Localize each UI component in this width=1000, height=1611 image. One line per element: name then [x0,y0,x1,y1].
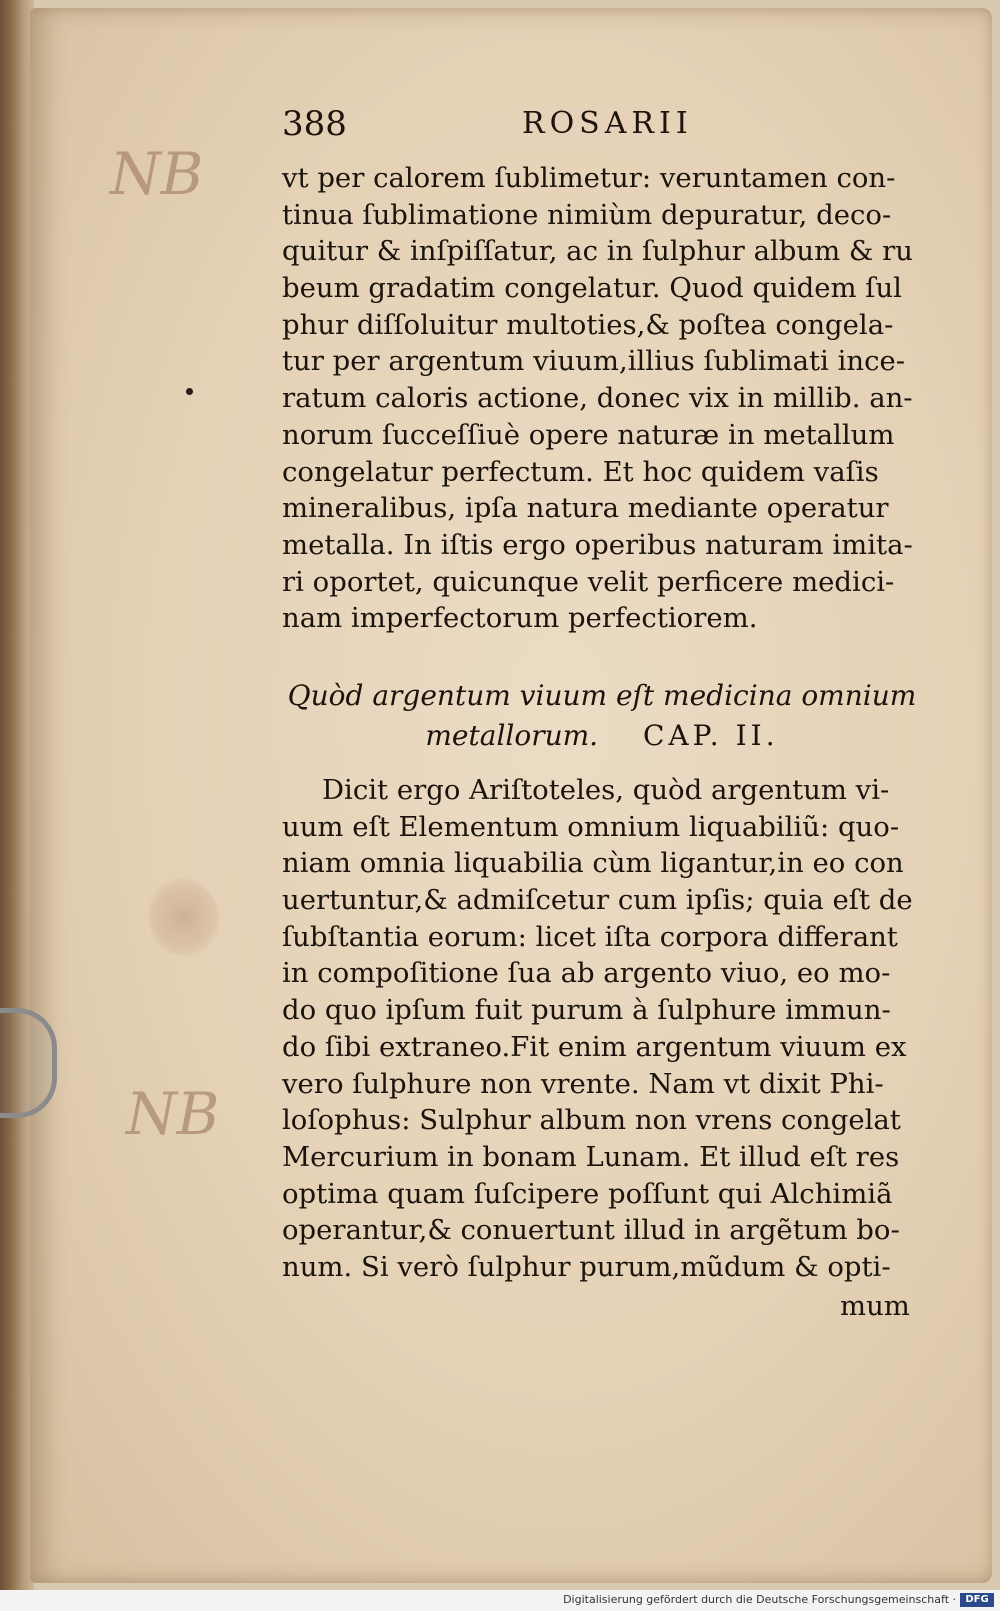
text-line: ſubſtantia eorum: licet iſta corpora differant [282,920,898,953]
text-line: mineralibus, ipſa natura mediante operatur [282,492,889,525]
running-title: ROSARII [522,106,693,141]
paragraph-2 [282,772,922,1286]
text-line: optima quam ſuſcipere poſſunt qui Alchimiã [282,1177,893,1210]
text-line: ri oportet, quicunque velit perficere medici- [282,565,895,598]
text-line: do quo ipſum fuit purum à ſulphure immun- [282,994,891,1027]
text-line: uertuntur,& admiſcetur cum ipſis; quia eſt de [282,884,913,917]
text-line: ratum caloris actione, donec vix in millib. an- [282,382,913,415]
text-line: beum gradatim congelatur. Quod quidem ſul [282,272,902,305]
footer-credit: Digitalisierung gefördert durch die Deutsche Forschungsgemeinschaft · [563,1593,956,1606]
text-line: metalla. In iſtis ergo operibus naturam imita- [282,528,913,561]
text-line: operantur,& conuertunt illud in argẽtum bo- [282,1214,900,1247]
paragraph-1 [282,160,922,637]
margin-note-nb-bottom: NB [126,1080,220,1148]
ink-dot [186,388,193,395]
text-line: niam omnia liquabilia cùm ligantur,in eo con [282,847,904,880]
text-line: Mercurium in bonam Lunam. Et illud eſt res [282,1140,900,1173]
book-edge [0,0,34,1590]
text-line: do ſibi extraneo.Fit enim argentum viuum ex [282,1030,907,1063]
text-line: congelatur perfectum. Et hoc quidem vaſis [282,455,879,488]
dfg-logo: DFG [960,1593,994,1607]
page-number: 388 [282,104,347,144]
margin-note-nb-top: NB [110,140,204,208]
text-line: loſophus: Sulphur album non vrens congelat [282,1104,901,1137]
text-line: tur per argentum viuum,illius ſublimati ince- [282,345,906,378]
chapter-heading-line-2 [282,716,922,756]
text-line: phur diſſoluitur multoties,& poſtea congela- [282,308,894,341]
text-line: num. Si verò ſulphur purum,mũdum & opti- [282,1250,891,1283]
book-clasp [0,1008,57,1118]
chapter-number: CAP. II. [642,719,779,752]
chapter-heading [282,676,922,756]
text-line: norum ſucceſſiuè opere naturæ in metallum [282,418,895,451]
text-line: tinua ſublimatione nimiùm depuratur, deco- [282,198,892,231]
catchword: mum [840,1290,910,1322]
text-line: uum eſt Elementum omnium liquabiliũ: quo- [282,810,900,843]
text-line: vero ſulphure non vrente. Nam vt dixit Phi- [282,1067,884,1100]
text-line: nam imperfectorum perfectiorem. [282,602,758,635]
text-line: Dicit ergo Ariſtoteles, quòd argentum vi- [322,774,890,806]
text-line: quitur & inſpiſſatur, ac in ſulphur album & ru [282,235,913,268]
chapter-heading-line-1: Quòd argentum viuum eſt medicina omnium [287,679,917,712]
text-line: vt per calorem ſublimetur: veruntamen con- [282,162,896,194]
chapter-heading-word: metallorum. [425,719,599,752]
running-head [282,104,922,146]
text-line: in compoſitione ſua ab argento viuo, eo mo- [282,957,891,990]
